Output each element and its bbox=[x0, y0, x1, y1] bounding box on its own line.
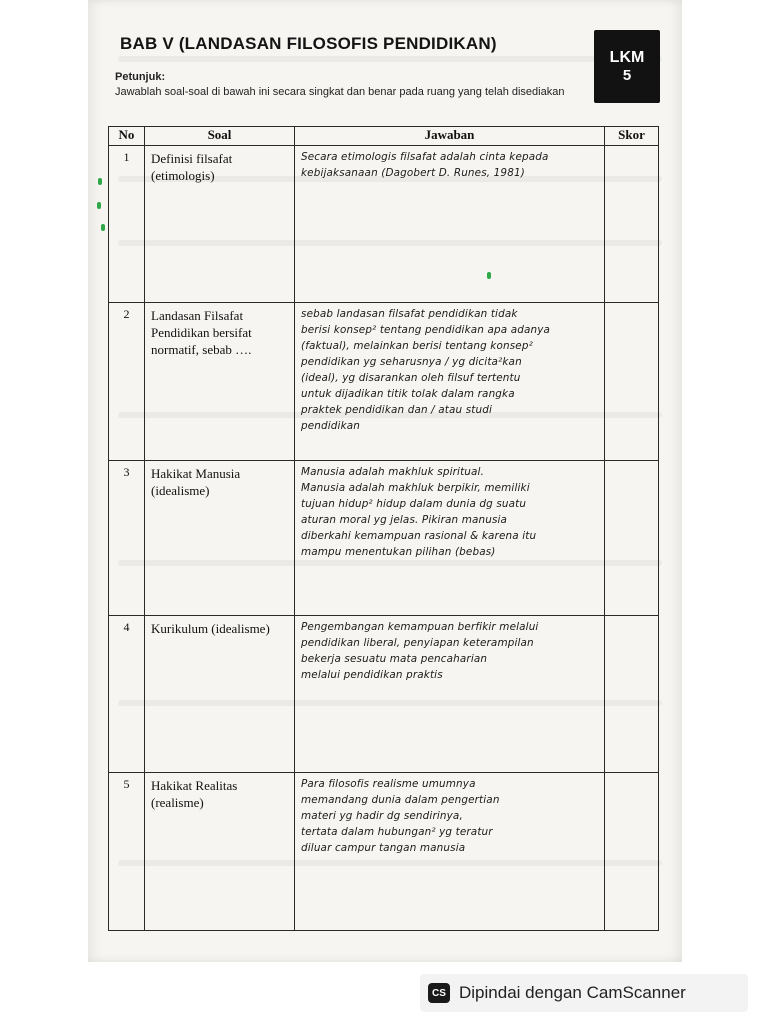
instructions-heading: Petunjuk: bbox=[115, 71, 166, 83]
answer-line: mampu menentukan pilihan (bebas) bbox=[301, 546, 496, 558]
table-row bbox=[109, 303, 659, 461]
score-cell bbox=[605, 303, 659, 461]
answer-line: praktek pendidikan dan / atau studi bbox=[301, 404, 493, 416]
answer-line: (faktual), melainkan berisi tentang konsep² bbox=[301, 340, 533, 352]
answer-line: pendidikan yg seharusnya / yg dicita²kan bbox=[301, 356, 522, 368]
answer-line: Manusia adalah makhluk berpikir, memiliki bbox=[301, 482, 530, 494]
ink-dot bbox=[101, 224, 105, 231]
answer-cell bbox=[295, 773, 605, 931]
camscanner-logo-icon: CS bbox=[428, 983, 450, 1003]
row-number: 4 bbox=[109, 616, 145, 773]
lkm-badge bbox=[594, 30, 660, 103]
answer-line: melalui pendidikan praktis bbox=[301, 669, 443, 681]
answer-line: bekerja sesuatu mata pencaharian bbox=[301, 653, 488, 665]
answer-line: pendidikan bbox=[301, 420, 361, 432]
score-cell bbox=[605, 616, 659, 773]
answer-cell bbox=[295, 461, 605, 616]
bleed-through-line bbox=[118, 56, 662, 62]
header-no: No bbox=[109, 127, 145, 146]
answer-line: Para filosofis realisme umumnya bbox=[301, 778, 476, 790]
answer-line: diluar campur tangan manusia bbox=[301, 842, 466, 854]
answer-line: diberkahi kemampuan rasional & karena itu bbox=[301, 530, 537, 542]
answer-line: kebijaksanaan (Dagobert D. Runes, 1981) bbox=[301, 167, 525, 179]
row-number: 5 bbox=[109, 773, 145, 931]
question-text: Hakikat Realitas (realisme) bbox=[145, 773, 295, 931]
table-row bbox=[109, 616, 659, 773]
answer-line: Manusia adalah makhluk spiritual. bbox=[301, 466, 485, 478]
table-row bbox=[109, 773, 659, 931]
answer-cell bbox=[295, 616, 605, 773]
ink-dot bbox=[97, 202, 101, 209]
answer-line: pendidikan liberal, penyiapan keterampilan bbox=[301, 637, 534, 649]
score-cell bbox=[605, 146, 659, 303]
answer-line: sebab landasan filsafat pendidikan tidak bbox=[301, 308, 518, 320]
answer-cell bbox=[295, 303, 605, 461]
table-header-row bbox=[109, 127, 659, 146]
question-text: Landasan Filsafat Pendidikan bersifat normatif, sebab …. bbox=[145, 303, 295, 461]
answer-line: tertata dalam hubungan² yg teratur bbox=[301, 826, 493, 838]
answer-line: Secara etimologis filsafat adalah cinta kepada bbox=[301, 151, 549, 163]
worksheet-table bbox=[108, 126, 659, 931]
question-text: Kurikulum (idealisme) bbox=[145, 616, 295, 773]
row-number: 2 bbox=[109, 303, 145, 461]
answer-line: tujuan hidup² hidup dalam dunia dg suatu bbox=[301, 498, 527, 510]
header-skor: Skor bbox=[605, 127, 659, 146]
question-text: Hakikat Manusia (idealisme) bbox=[145, 461, 295, 616]
answer-line: aturan moral yg jelas. Pikiran manusia bbox=[301, 514, 508, 526]
camscanner-watermark bbox=[420, 974, 748, 1012]
ink-dot bbox=[98, 178, 102, 185]
answer-line: untuk dijadikan titik tolak dalam rangka bbox=[301, 388, 515, 400]
answer-line: materi yg hadir dg sendirinya, bbox=[301, 810, 463, 822]
lkm-number: 5 bbox=[622, 67, 632, 85]
score-cell bbox=[605, 461, 659, 616]
header-soal: Soal bbox=[145, 127, 295, 146]
answer-line: berisi konsep² tentang pendidikan apa adanya bbox=[301, 324, 551, 336]
camscanner-text: Dipindai dengan CamScanner bbox=[459, 983, 686, 1002]
row-number: 1 bbox=[109, 146, 145, 303]
answer-line: (ideal), yg disarankan oleh filsuf tertentu bbox=[301, 372, 521, 384]
table-row bbox=[109, 146, 659, 303]
header-jawaban: Jawaban bbox=[295, 127, 605, 146]
score-cell bbox=[605, 773, 659, 931]
question-text: Definisi filsafat (etimologis) bbox=[145, 146, 295, 303]
table-row bbox=[109, 461, 659, 616]
row-number: 3 bbox=[109, 461, 145, 616]
instructions-text: Jawablah soal-soal di bawah ini secara singkat dan benar pada ruang yang telah disediakan bbox=[115, 86, 565, 98]
answer-cell bbox=[295, 146, 605, 303]
page-title: BAB V (LANDASAN FILOSOFIS PENDIDIKAN) bbox=[120, 34, 497, 53]
lkm-label: LKM bbox=[609, 48, 645, 66]
answer-line: memandang dunia dalam pengertian bbox=[301, 794, 500, 806]
answer-line: Pengembangan kemampuan berfikir melalui bbox=[301, 621, 539, 633]
